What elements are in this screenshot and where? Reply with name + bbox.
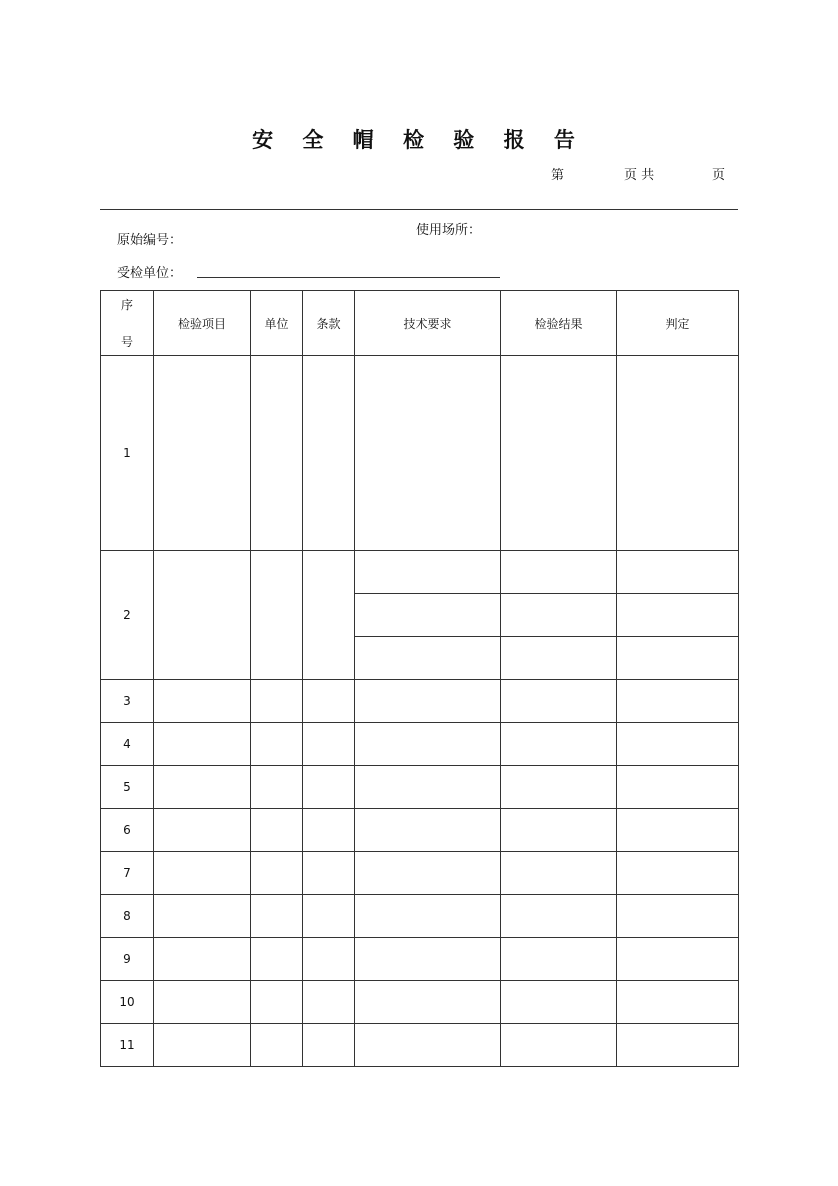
- cell-requirement[interactable]: [355, 895, 501, 938]
- cell-result[interactable]: [501, 1024, 617, 1067]
- row-number: 7: [101, 852, 154, 895]
- table-row: [101, 680, 739, 723]
- cell-judgment[interactable]: [617, 1024, 739, 1067]
- cell-clause[interactable]: [303, 852, 355, 895]
- cell-judgment[interactable]: [617, 895, 739, 938]
- report-title: 安 全 帽 检 验 报 告: [252, 128, 586, 152]
- cell-judgment[interactable]: [617, 852, 739, 895]
- page-of-label: 页 共: [624, 168, 655, 183]
- page-label: 第: [551, 168, 565, 183]
- cell-result[interactable]: [501, 938, 617, 981]
- table-row: [101, 852, 739, 895]
- cell-item[interactable]: [154, 938, 251, 981]
- header-unit: 单位: [251, 291, 303, 356]
- cell-clause[interactable]: [303, 1024, 355, 1067]
- cell-requirement[interactable]: [355, 1024, 501, 1067]
- cell-clause[interactable]: [303, 981, 355, 1024]
- cell-judgment[interactable]: [617, 637, 739, 680]
- pages-label: 页: [712, 168, 726, 183]
- table-row: [101, 551, 739, 594]
- table-row: [101, 938, 739, 981]
- cell-judgment[interactable]: [617, 551, 739, 594]
- cell-requirement[interactable]: [355, 637, 501, 680]
- cell-clause[interactable]: [303, 766, 355, 809]
- original-number-label: 原始编号：: [117, 233, 183, 248]
- cell-judgment[interactable]: [617, 680, 739, 723]
- cell-result[interactable]: [501, 809, 617, 852]
- table-header-row: [101, 291, 739, 356]
- header-seq-line2: 号: [120, 335, 133, 349]
- header-result: 检验结果: [501, 291, 617, 356]
- cell-judgment[interactable]: [617, 356, 739, 551]
- cell-unit[interactable]: [251, 809, 303, 852]
- cell-judgment[interactable]: [617, 723, 739, 766]
- cell-unit[interactable]: [251, 680, 303, 723]
- use-location-label: 使用场所：: [416, 223, 482, 238]
- header-seq: [101, 291, 154, 356]
- cell-clause[interactable]: [303, 356, 355, 551]
- table-row: [101, 356, 739, 551]
- cell-unit[interactable]: [251, 551, 303, 680]
- cell-item[interactable]: [154, 1024, 251, 1067]
- cell-item[interactable]: [154, 356, 251, 551]
- table-row: [101, 809, 739, 852]
- cell-judgment[interactable]: [617, 594, 739, 637]
- cell-unit[interactable]: [251, 1024, 303, 1067]
- header-clause: 条款: [303, 291, 355, 356]
- cell-result[interactable]: [501, 356, 617, 551]
- cell-result[interactable]: [501, 981, 617, 1024]
- header-requirement: 技术要求: [355, 291, 501, 356]
- cell-result[interactable]: [501, 680, 617, 723]
- row-number: 9: [101, 938, 154, 981]
- row-number: 10: [101, 981, 154, 1024]
- cell-requirement[interactable]: [355, 680, 501, 723]
- cell-clause[interactable]: [303, 938, 355, 981]
- cell-unit[interactable]: [251, 766, 303, 809]
- cell-result[interactable]: [501, 766, 617, 809]
- row-number: 1: [101, 356, 154, 551]
- cell-result[interactable]: [501, 551, 617, 594]
- table-row: [101, 981, 739, 1024]
- cell-clause[interactable]: [303, 723, 355, 766]
- cell-item[interactable]: [154, 723, 251, 766]
- cell-result[interactable]: [501, 723, 617, 766]
- row-number: 11: [101, 1024, 154, 1067]
- cell-requirement[interactable]: [355, 981, 501, 1024]
- table-row: [101, 1024, 739, 1067]
- cell-requirement[interactable]: [355, 938, 501, 981]
- cell-judgment[interactable]: [617, 981, 739, 1024]
- table-row: [101, 723, 739, 766]
- inspection-table: [100, 290, 739, 1067]
- cell-result[interactable]: [501, 895, 617, 938]
- cell-clause[interactable]: [303, 680, 355, 723]
- cell-requirement[interactable]: [355, 852, 501, 895]
- cell-item[interactable]: [154, 852, 251, 895]
- row-number: 6: [101, 809, 154, 852]
- cell-item[interactable]: [154, 766, 251, 809]
- row-number: 3: [101, 680, 154, 723]
- cell-requirement[interactable]: [355, 766, 501, 809]
- cell-requirement[interactable]: [355, 356, 501, 551]
- cell-item[interactable]: [154, 981, 251, 1024]
- cell-unit[interactable]: [251, 723, 303, 766]
- cell-requirement[interactable]: [355, 723, 501, 766]
- cell-judgment[interactable]: [617, 938, 739, 981]
- header-seq-line1: 序: [120, 298, 133, 312]
- inspected-unit-field[interactable]: [197, 277, 500, 278]
- cell-item[interactable]: [154, 895, 251, 938]
- header-rule: [100, 209, 738, 210]
- cell-requirement[interactable]: [355, 551, 501, 594]
- cell-clause[interactable]: [303, 895, 355, 938]
- header-item: 检验项目: [154, 291, 251, 356]
- cell-requirement[interactable]: [355, 594, 501, 637]
- inspected-unit-label: 受检单位：: [117, 266, 183, 281]
- cell-result[interactable]: [501, 637, 617, 680]
- cell-unit[interactable]: [251, 895, 303, 938]
- table-row: [101, 766, 739, 809]
- table-row: [101, 895, 739, 938]
- cell-result[interactable]: [501, 852, 617, 895]
- cell-unit[interactable]: [251, 356, 303, 551]
- cell-item[interactable]: [154, 551, 251, 680]
- cell-unit[interactable]: [251, 938, 303, 981]
- header-judgment: 判定: [617, 291, 739, 356]
- cell-unit[interactable]: [251, 981, 303, 1024]
- row-number: 2: [101, 551, 154, 680]
- cell-requirement[interactable]: [355, 809, 501, 852]
- row-number: 5: [101, 766, 154, 809]
- cell-unit[interactable]: [251, 852, 303, 895]
- cell-item[interactable]: [154, 680, 251, 723]
- cell-clause[interactable]: [303, 809, 355, 852]
- row-number: 4: [101, 723, 154, 766]
- cell-clause[interactable]: [303, 551, 355, 680]
- cell-item[interactable]: [154, 809, 251, 852]
- row-number: 8: [101, 895, 154, 938]
- cell-judgment[interactable]: [617, 809, 739, 852]
- cell-result[interactable]: [501, 594, 617, 637]
- cell-judgment[interactable]: [617, 766, 739, 809]
